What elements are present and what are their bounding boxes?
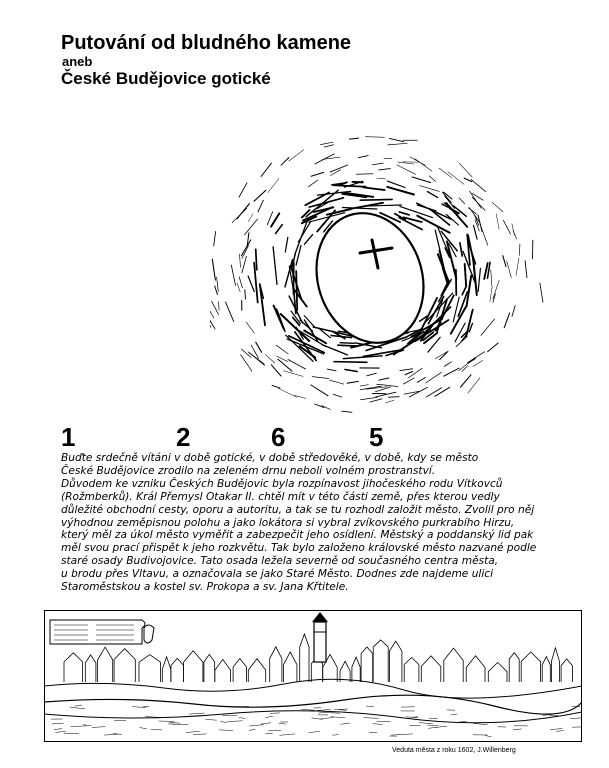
text-line: (Rožmberků). Král Přemysl Otakar II. chtěl mít v této části země, přes kterou vedly bbox=[61, 490, 500, 503]
text-line: důležité obchodní cesty, oporu a autoritu, a tak se tu rozhodl založit město. Zvolil pro něj bbox=[61, 503, 535, 516]
page-title: Putování od bludného kamene bbox=[61, 32, 352, 54]
text-line: výhodnou zeměpisnou polohu a jako lokátora si vybral zvíkovského purkrabího Hirzu, bbox=[61, 516, 515, 529]
text-line: Staroměstskou a kostel sv. Prokopa a sv. Jana Křtitele. bbox=[61, 581, 349, 594]
text-line: u brodu přes Vltavu, a označovala se jako Staré Město. Dodnes zde najdeme ulici bbox=[61, 568, 494, 581]
text-line: České Budějovice zrodilo na zeleném drnu neboli volném prostranství. bbox=[61, 464, 436, 477]
veduta-caption: Veduta města z roku 1602, J.Willenberg bbox=[392, 747, 516, 754]
city-veduta-engraving bbox=[44, 610, 582, 742]
text-line: měl svou prací přispět k jeho rozkvětu. Tak bylo založeno královské město nazvané podle bbox=[61, 542, 537, 555]
aneb-label: aneb bbox=[62, 54, 93, 69]
title-block bbox=[61, 32, 351, 89]
town-tower-icon bbox=[312, 612, 328, 662]
wandering-stone-drawing bbox=[210, 108, 550, 416]
intro-paragraph bbox=[61, 452, 561, 594]
text-line: Buďte srdečně vítáni v době gotické, v době středověké, v době, kdy se město bbox=[61, 452, 479, 464]
text-line: který měl za úkol město vyměřit a zabezpečit jeho osídlení. Městský a poddanský lid pak bbox=[61, 529, 534, 542]
year-digit-3: 6 bbox=[271, 422, 286, 452]
text-line: Důvodem ke vzniku Českých Budějovic byla rozpínavost jihočeského rodu Vítkovců bbox=[61, 477, 503, 490]
year-digit-2: 2 bbox=[176, 422, 191, 452]
text-line: staré osady Budivojovice. Tato osada ležela severně od současného centra města, bbox=[61, 555, 499, 568]
page-subtitle: České Budějovice gotické bbox=[61, 69, 271, 88]
legend-scroll-icon bbox=[50, 620, 145, 644]
year-digit-4: 5 bbox=[369, 422, 384, 452]
year-digit-1: 1 bbox=[61, 422, 76, 452]
